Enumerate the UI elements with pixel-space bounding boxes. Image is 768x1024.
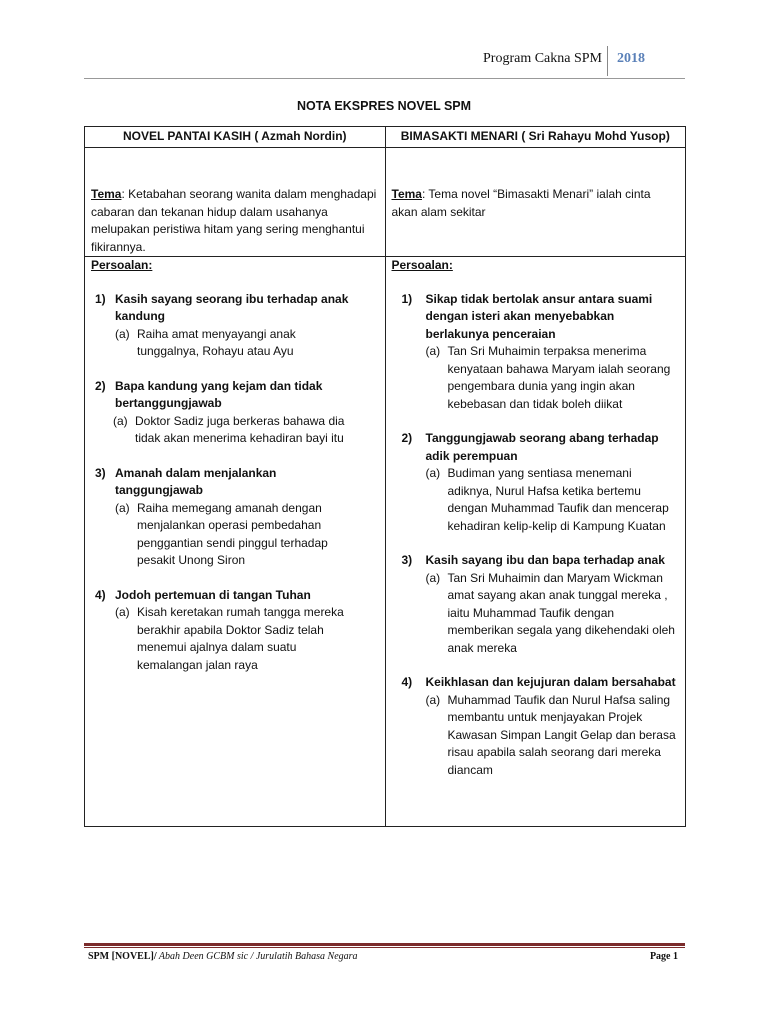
item-title: Jodoh pertemuan di tangan Tuhan [115,587,311,602]
header-year: 2018 [617,51,645,66]
item-mark: (a) [425,570,441,585]
item-number: 1) [95,291,106,306]
right-persoalan-label: Persoalan: [391,258,453,272]
right-persoalan-cell [385,257,686,827]
item-title: Tanggungjawab seorang abang terhadap adik perempuan [425,431,659,463]
item-title: Bapa kandung yang kejam dan tidak bertanggungjawab [115,378,323,410]
item-mark: (a) [113,413,128,428]
item-mark: (a) [425,466,441,480]
item-detail: Kisah keretakan rumah tangga mereka berakhir apabila Doktor Sadiz telah menemui ajalnya dalam suatu kemalangan jalan raya [137,605,344,672]
item-title: Kasih sayang ibu dan bapa terhadap anak [425,553,665,567]
left-tema-label: Tema [91,187,122,201]
item-mark: (a) [425,692,441,707]
item-detail: Doktor Sadiz juga berkeras bahawa dia tidak akan menerima kehadiran bayi itu [135,413,345,445]
item-title: Kasih sayang seorang ibu terhadap anak kandung [115,291,349,323]
notes-table [84,126,686,827]
header-separator [607,46,608,76]
item-number: 4) [401,675,413,689]
header-program: Program Cakna SPM [483,51,602,66]
item-detail: Raiha memegang amanah dengan menjalankan operasi pembedahan penggantian sendi pinggul terhadap pesakit Unong Siron [137,500,328,567]
item-title: Keikhlasan dan kejujuran dalam bersahabat [425,675,676,689]
item-number: 3) [401,553,413,567]
item-number: 2) [401,431,413,445]
footer-rule-thin [84,947,685,948]
item-number: 3) [95,465,106,480]
item-detail: Budiman yang sentiasa menemani adiknya, Nurul Hafsa ketika bertemu dengan Muhammad Taufik dan mencerap kehadiran kelip-kelip di Kampung Kuatan [447,466,669,533]
item-detail: Tan Sri Muhaimin dan Maryam Wickman amat sayang akan anak tunggal mereka , iaitu Muhammad Taufik dengan memberikan segala yang dikehendaki oleh anak mereka [447,570,675,655]
list-item [392,291,680,414]
list-item [91,587,379,675]
right-column-heading: BIMASAKTI MENARI ( Sri Rahayu Mohd Yusop) [385,127,686,148]
list-item [91,378,379,448]
footer-rule [84,943,685,946]
item-mark: (a) [115,326,130,341]
left-column-heading: NOVEL PANTAI KASIH ( Azmah Nordin) [85,127,386,148]
item-detail: Tan Sri Muhaimin terpaksa menerima kenyataan bahawa Maryam ialah seorang pengembara dunia yang ingin akan kebebasan dan tidak boleh diikat [447,344,671,411]
item-title: Amanah dalam menjalankan tanggungjawab [115,465,277,497]
footer-left-bold: SPM [NOVEL]/ [88,951,157,962]
left-tema-cell [85,148,386,257]
item-detail: Raiha amat menyayangi anak tunggalnya, Rohayu atau Ayu [137,326,296,358]
item-number: 4) [95,587,106,602]
item-mark: (a) [425,344,441,358]
list-item [392,674,680,779]
footer-left-italic: Abah Deen GCBM sic / Jurulatih Bahasa Negara [156,951,358,962]
item-number: 1) [401,291,413,306]
header-rule [84,78,685,79]
item-mark: (a) [115,605,130,619]
item-title: Sikap tidak bertolak ansur antara suami dengan isteri akan menyebabkan berlakunya penceraian [425,291,653,341]
right-tema-label: Tema [391,187,422,201]
left-persoalan-label: Persoalan: [91,258,153,272]
item-mark: (a) [115,500,130,515]
right-tema-text: : Tema novel “Bimasakti Menari” ialah cinta akan alam sekitar [391,187,651,219]
footer-left [88,951,358,962]
left-tema-text: : Ketabahan seorang wanita dalam menghadapi cabaran dan tekanan hidup dalam usahanya melupakan peristiwa hitam yang sering menghantui fikirannya. [91,187,377,254]
list-item [91,291,379,361]
item-detail: Muhammad Taufik dan Nurul Hafsa saling membantu untuk menjayakan Projek Kawasan Simpan Langit Gelap dan berasa risau apabila salah seorang dari mereka diancam [447,692,676,777]
left-persoalan-cell [85,257,386,827]
list-item [91,465,379,570]
page-number: Page 1 [649,951,678,962]
document-title: NOTA EKSPRES NOVEL SPM [296,99,472,113]
list-item [392,430,680,535]
item-number: 2) [95,378,106,393]
list-item [392,552,680,657]
right-tema-cell [385,148,686,257]
